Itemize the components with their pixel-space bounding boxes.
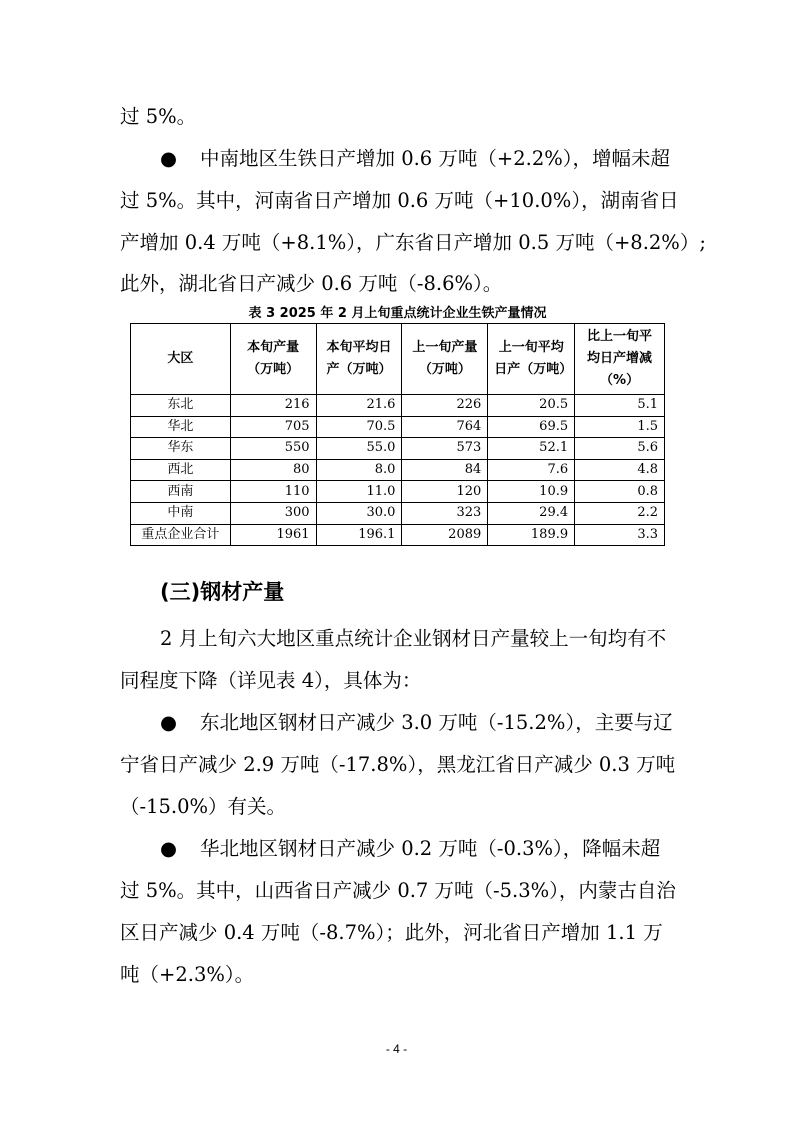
bullet-paragraph-north <box>120 828 720 869</box>
paragraph-line: 过 5%。 <box>120 105 197 128</box>
cell-value: 2.2 <box>575 502 665 524</box>
table-total-row <box>131 524 665 546</box>
cell-value: 705 <box>230 416 316 438</box>
cell-value: 196.1 <box>316 524 402 546</box>
bullet-paragraph-northeast <box>120 702 720 743</box>
cell-region: 中南 <box>131 502 231 524</box>
bullet-paragraph-central-south <box>120 138 720 179</box>
table-row <box>131 416 665 438</box>
cell-value: 0.8 <box>575 481 665 503</box>
cell-value: 20.5 <box>488 395 575 417</box>
paragraph-line: （-15.0%）有关。 <box>120 795 287 818</box>
paragraph-line: 2 月上旬六大地区重点统计企业钢材日产量较上一旬均有不 <box>160 627 667 650</box>
pig-iron-production-table <box>130 323 665 546</box>
cell-value: 80 <box>230 459 316 481</box>
paragraph-line: 过 5%。其中，山西省日产减少 0.7 万吨（-5.3%），内蒙古自治 <box>120 879 676 902</box>
cell-value: 1.5 <box>575 416 665 438</box>
cell-value: 5.6 <box>575 438 665 460</box>
cell-value: 216 <box>230 395 316 417</box>
header-previous-daily-avg: 上一旬平均 日产（万吨） <box>488 324 575 395</box>
cell-value: 84 <box>402 459 488 481</box>
paragraph-line: 区日产减少 0.4 万吨（-8.7%）；此外，河北省日产增加 1.1 万 <box>120 921 663 944</box>
cell-value: 120 <box>402 481 488 503</box>
cell-value: 573 <box>402 438 488 460</box>
cell-value: 10.9 <box>488 481 575 503</box>
paragraph-line: 此外，湖北省日产减少 0.6 万吨（-8.6%）。 <box>120 272 503 295</box>
paragraph-line: 华北地区钢材日产减少 0.2 万吨（-0.3%），降幅未超 <box>200 837 661 860</box>
cell-value: 11.0 <box>316 481 402 503</box>
paragraph-line: 宁省日产减少 2.9 万吨（-17.8%），黑龙江省日产减少 0.3 万吨 <box>120 753 676 776</box>
paragraph-line: 东北地区钢材日产减少 3.0 万吨（-15.2%），主要与辽 <box>200 711 673 734</box>
cell-value: 1961 <box>230 524 316 546</box>
cell-region: 华东 <box>131 438 231 460</box>
header-previous-output: 上一旬产量 （万吨） <box>402 324 488 395</box>
cell-value: 3.3 <box>575 524 665 546</box>
cell-value: 110 <box>230 481 316 503</box>
cell-value: 189.9 <box>488 524 575 546</box>
page-number: - 4 - <box>385 1042 408 1056</box>
cell-value: 21.6 <box>316 395 402 417</box>
cell-region: 西南 <box>131 481 231 503</box>
table-row <box>131 502 665 524</box>
cell-value: 29.4 <box>488 502 575 524</box>
table-caption: 表 3 2025 年 2 月上旬重点统计企业生铁产量情况 <box>248 306 547 321</box>
cell-region: 重点企业合计 <box>131 524 231 546</box>
paragraph-line: 同程度下降（详见表 4），具体为： <box>120 669 422 692</box>
cell-value: 2089 <box>402 524 488 546</box>
bullet-icon: ● <box>160 711 178 734</box>
table-header-row <box>131 324 665 395</box>
cell-value: 70.5 <box>316 416 402 438</box>
bullet-icon: ● <box>160 147 178 170</box>
header-current-daily-avg: 本旬平均日 产（万吨） <box>316 324 402 395</box>
header-change-percent: 比上一旬平 均日产增减 （%） <box>575 324 665 395</box>
header-current-output: 本旬产量 （万吨） <box>230 324 316 395</box>
cell-value: 55.0 <box>316 438 402 460</box>
table-row <box>131 481 665 503</box>
paragraph-line: 产增加 0.4 万吨（+8.1%），广东省日产增加 0.5 万吨（+8.2%）; <box>120 231 706 254</box>
paragraph-line: 过 5%。其中，河南省日产增加 0.6 万吨（+10.0%），湖南省日 <box>120 189 679 212</box>
cell-value: 300 <box>230 502 316 524</box>
paragraph-line: 中南地区生铁日产增加 0.6 万吨（+2.2%），增幅未超 <box>200 147 671 170</box>
cell-value: 30.0 <box>316 502 402 524</box>
cell-value: 4.8 <box>575 459 665 481</box>
bullet-icon: ● <box>160 837 178 860</box>
cell-region: 华北 <box>131 416 231 438</box>
section-heading: (三)钢材产量 <box>160 580 285 604</box>
table-row <box>131 459 665 481</box>
header-region: 大区 <box>131 324 231 395</box>
cell-value: 764 <box>402 416 488 438</box>
cell-region: 西北 <box>131 459 231 481</box>
cell-value: 8.0 <box>316 459 402 481</box>
table-row <box>131 395 665 417</box>
cell-value: 226 <box>402 395 488 417</box>
cell-value: 323 <box>402 502 488 524</box>
cell-region: 东北 <box>131 395 231 417</box>
table-row <box>131 438 665 460</box>
cell-value: 52.1 <box>488 438 575 460</box>
cell-value: 5.1 <box>575 395 665 417</box>
cell-value: 550 <box>230 438 316 460</box>
cell-value: 69.5 <box>488 416 575 438</box>
paragraph-line: 吨（+2.3%）。 <box>120 963 255 986</box>
cell-value: 7.6 <box>488 459 575 481</box>
